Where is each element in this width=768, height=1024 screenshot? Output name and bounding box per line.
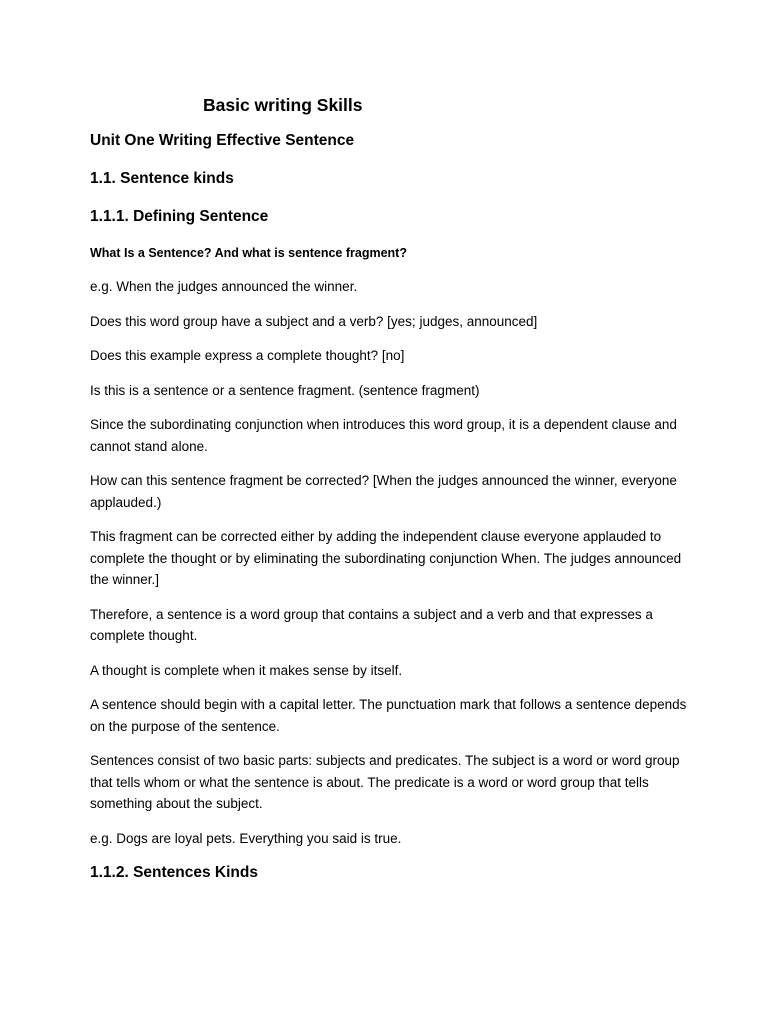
paragraph: Does this example express a complete thought? [no] xyxy=(90,348,405,363)
paragraph: e.g. When the judges announced the winner. xyxy=(90,279,358,294)
paragraph: A sentence should begin with a capital letter. The punctuation mark that follows a sentence depends on the purpose of the sentence. xyxy=(90,697,687,734)
next-section-heading: 1.1.2. Sentences Kinds xyxy=(90,864,258,881)
question-heading: What Is a Sentence? And what is sentence fragment? xyxy=(90,246,407,260)
paragraph: A thought is complete when it makes sense by itself. xyxy=(90,662,403,678)
paragraph: Therefore, a sentence is a word group that contains a subject and a verb and that expresses a complete thought. xyxy=(90,606,653,643)
paragraph: This fragment can be corrected either by adding the independent clause everyone applauded to complete the thought or by eliminating the subordinating conjunction When. The judges announced the winner.] xyxy=(90,529,682,587)
paragraph: Sentences consist of two basic parts: subjects and predicates. The subject is a word or word group that tells whom or what the sentence is about. The predicate is a word or word group that tells something about the subject. xyxy=(90,753,680,811)
paragraph: Does this word group have a subject and a verb? [yes; judges, announced] xyxy=(90,313,538,329)
unit-heading: Unit One Writing Effective Sentence xyxy=(90,132,355,149)
paragraph: Is this is a sentence or a sentence fragment. (sentence fragment) xyxy=(90,382,480,398)
document-body xyxy=(90,93,690,900)
section-heading: 1.1. Sentence kinds xyxy=(90,170,234,187)
paragraph: e.g. Dogs are loyal pets. Everything you said is true. xyxy=(90,830,402,846)
paragraph: How can this sentence fragment be corrected? [When the judges announced the winner, everyone applauded.) xyxy=(90,473,677,510)
paragraph: Since the subordinating conjunction when introduces this word group, it is a dependent clause and cannot stand alone. xyxy=(90,417,677,454)
document-title: Basic writing Skills xyxy=(203,95,363,115)
subsection-heading: 1.1.1. Defining Sentence xyxy=(90,208,269,225)
